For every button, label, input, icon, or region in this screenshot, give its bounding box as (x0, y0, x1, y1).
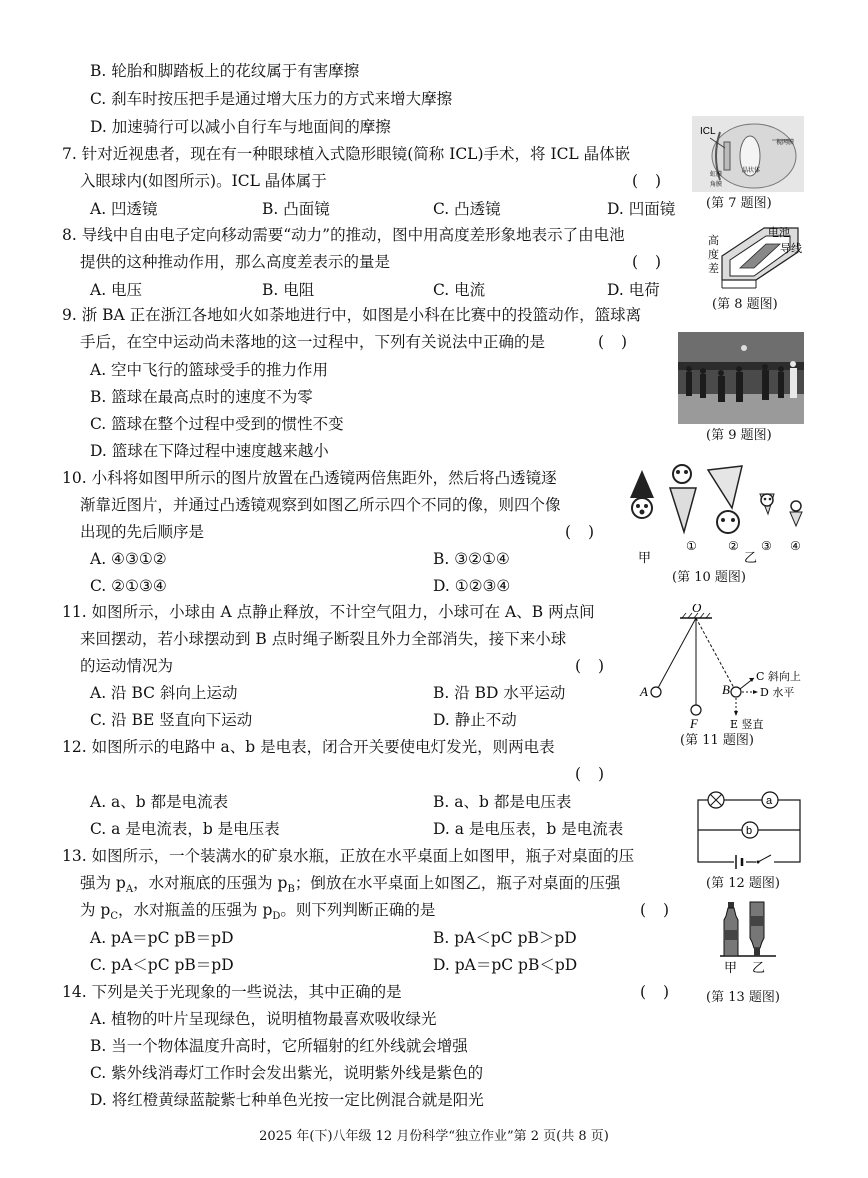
q10-stem-line1: 10. 小科将如图甲所示的图片放置在凸透镜两倍焦距外，然后将凸透镜逐 (62, 469, 557, 487)
q10-option-b: B. ③②①④ (433, 550, 510, 568)
q11-label-f: F (690, 716, 698, 731)
q9-option-d: D. 篮球在下降过程中速度越来越小 (90, 442, 329, 460)
q7-option-b: B. 凸面镜 (262, 200, 330, 218)
q7-label-retina: 视网膜 (776, 139, 795, 146)
q8-label-height-1: 高 (708, 234, 719, 247)
q12-option-d: D. a 是电压表，b 是电流表 (433, 820, 624, 838)
q12-option-a: A. a、b 都是电流表 (90, 793, 229, 811)
q11-label-a: A (640, 684, 648, 699)
q9-basketball-photo (678, 332, 804, 424)
q13-stem-line3: 为 $p_C$，水对瓶盖的压强为 $p_D$。则下列判断正确的是 (80, 901, 436, 923)
q12-circuit-figure (694, 788, 806, 870)
q11-option-c: C. 沿 BE 竖直向下运动 (90, 711, 253, 729)
q8-label-height-2: 度 (708, 248, 719, 261)
q7-option-d: D. 凹面镜 (607, 200, 676, 218)
q8-battery-slope-figure (704, 222, 808, 296)
q12-meter-b-label: b (746, 825, 753, 837)
q7-label-cornea: 角膜 (710, 181, 723, 188)
q13-figure-caption: (第 13 题图) (706, 990, 780, 1005)
q13-bottle-inverted (750, 902, 764, 956)
q11-label-c: C 斜向上 (756, 670, 801, 683)
q8-option-c: C. 电流 (433, 281, 486, 299)
q11-stem-line2: 来回摆动，若小球摆动到 B 点时绳子断裂且外力全部消失，接下来小球 (80, 630, 567, 648)
q14-stem-line1: 14. 下列是关于光现象的一些说法，其中正确的是 (62, 983, 402, 1001)
q8-figure-caption: (第 8 题图) (712, 297, 778, 312)
q11-option-b: B. 沿 BD 水平运动 (433, 684, 566, 702)
q12-answer-blank: ( ) (575, 765, 611, 783)
q12-stem-line1: 12. 如图所示的电路中 a、b 是电表，闭合开关要使电灯发光，则两电表 (62, 738, 555, 756)
q10-image-2 (708, 466, 742, 533)
q10-label-2: ② (728, 539, 739, 553)
q13-answer-blank: ( ) (640, 901, 676, 919)
q14-option-a: A. 植物的叶片呈现绿色，说明植物最喜欢吸收绿光 (90, 1010, 437, 1028)
q10-image-3 (760, 494, 774, 514)
q9-option-a: A. 空中飞行的篮球受手的推力作用 (90, 361, 329, 379)
q12-figure-caption: (第 12 题图) (706, 876, 780, 891)
q13-option-b: B. pA＜pC pB＞pD (433, 929, 577, 947)
q13-label-yi: 乙 (752, 961, 766, 976)
q11-label-o: O (692, 604, 702, 615)
q7-answer-blank: ( ) (632, 172, 668, 190)
q10-answer-blank: ( ) (565, 523, 601, 541)
q10-stem-line3: 出现的先后顺序是 (80, 523, 205, 541)
q14-option-b: B. 当一个物体温度升高时，它所辐射的红外线就会增强 (90, 1037, 468, 1055)
q9-figure-caption: (第 9 题图) (706, 428, 772, 443)
q8-option-b: B. 电阻 (262, 281, 315, 299)
q11-label-d: D 水平 (760, 686, 795, 699)
q10-label-yi: 乙 (744, 551, 758, 566)
q10-label-3: ③ (761, 539, 772, 553)
q9-option-b: B. 篮球在最高点时的速度不为零 (90, 388, 313, 406)
q10-image-4 (790, 501, 802, 526)
q6-option-d: D. 加速骑行可以减小自行车与地面间的摩擦 (90, 118, 391, 136)
q10-clown-images-figure (624, 460, 808, 568)
page-footer: 2025 年(下)八年级 12 月份科学“独立作业”第 2 页(共 8 页) (259, 1129, 609, 1144)
q10-option-d: D. ①②③④ (433, 577, 511, 595)
q7-label-lens: 晶状体 (742, 167, 761, 174)
q8-option-a: A. 电压 (90, 281, 143, 299)
q11-option-a: A. 沿 BC 斜向上运动 (90, 684, 238, 702)
q11-figure-caption: (第 11 题图) (680, 733, 754, 748)
q10-label-1: ① (686, 539, 697, 553)
q8-label-battery: 电池 (768, 226, 790, 239)
q11-stem-line1: 11. 如图所示，小球由 A 点静止释放，不计空气阻力，小球可在 A、B 两点间 (62, 603, 595, 621)
q10-option-c: C. ②①③④ (90, 577, 167, 595)
q13-bottle-upright (724, 902, 738, 956)
q11-answer-blank: ( ) (575, 657, 611, 675)
q9-stem-line1: 9. 浙 BA 正在浙江各地如火如荼地进行中，如图是小科在比赛中的投篮动作，篮球离 (62, 306, 642, 324)
q8-label-height-3: 差 (708, 262, 719, 275)
q7-stem-line2: 入眼球内(如图所示)。ICL 晶体属于 (80, 172, 327, 190)
q9-stem-line2: 手后，在空中运动尚未落地的这一过程中，下列有关说法中正确的是 (80, 333, 546, 351)
q8-label-wire: 导线 (780, 242, 802, 255)
q8-answer-blank: ( ) (632, 253, 668, 271)
q14-option-c: C. 紫外线消毒灯工作时会发出紫光，说明紫外线是紫色的 (90, 1064, 484, 1082)
q11-stem-line3: 的运动情况为 (80, 657, 174, 675)
q11-option-d: D. 静止不动 (433, 711, 517, 729)
q7-eye-figure (692, 116, 804, 192)
q10-label-jia: 甲 (638, 551, 652, 566)
q8-stem-line2: 提供的这种推动作用，那么高度差表示的量是 (80, 253, 391, 271)
q10-stem-line2: 渐靠近图片，并通过凸透镜观察到如图乙所示四个不同的像，则四个像 (80, 496, 561, 514)
q13-stem-line1: 13. 如图所示，一个装满水的矿泉水瓶，正放在水平桌面上如图甲，瓶子对桌面的压 (62, 847, 635, 865)
q14-answer-blank: ( ) (640, 983, 676, 1001)
q12-option-b: B. a、b 都是电压表 (433, 793, 572, 811)
q11-label-e: E 竖直 (730, 718, 764, 731)
q14-option-d: D. 将红橙黄绿蓝靛紫七种单色光按一定比例混合就是阳光 (90, 1091, 484, 1109)
q12-meter-a-label: a (766, 795, 773, 807)
q8-stem-line1: 8. 导线中自由电子定向移动需要“动力”的推动，图中用高度差形象地表示了由电池 (62, 226, 625, 244)
q13-option-d: D. pA＝pC pB＜pD (433, 956, 578, 974)
q9-option-c: C. 篮球在整个过程中受到的惯性不变 (90, 415, 344, 433)
q7-stem-line1: 7. 针对近视患者，现在有一种眼球植入式隐形眼镜(简称 ICL)手术，将 ICL 晶体嵌 (62, 145, 631, 163)
q11-label-b: B (722, 682, 730, 697)
q6-option-b: B. 轮胎和脚踏板上的花纹属于有害摩擦 (90, 62, 360, 80)
q10-original-clown (630, 470, 654, 518)
q13-bottles-figure (718, 900, 778, 976)
q10-label-4: ④ (790, 539, 801, 553)
q9-answer-blank: ( ) (598, 333, 634, 351)
q7-option-a: A. 凹透镜 (90, 200, 158, 218)
q13-option-c: C. pA＜pC pB＝pD (90, 956, 234, 974)
q13-label-jia: 甲 (724, 961, 738, 976)
q12-option-c: C. a 是电流表，b 是电压表 (90, 820, 280, 838)
q6-option-c: C. 刹车时按压把手是通过增大压力的方式来增大摩擦 (90, 90, 453, 108)
q10-figure-caption: (第 10 题图) (672, 570, 746, 585)
q7-option-c: C. 凸透镜 (433, 200, 501, 218)
q13-option-a: A. pA＝pC pB＝pD (90, 929, 234, 947)
q7-figure-caption: (第 7 题图) (706, 196, 772, 211)
q7-label-icl: ICL (700, 126, 716, 137)
q13-stem-line2: 强为 $p_A$，水对瓶底的压强为 $p_B$；倒放在水平桌面上如图乙，瓶子对桌面的压强 (80, 874, 621, 896)
q11-pendulum-figure (636, 604, 808, 732)
q8-option-d: D. 电荷 (607, 281, 660, 299)
q7-label-iris: 虹膜 (710, 171, 723, 178)
q10-option-a: A. ④③①② (90, 550, 167, 568)
q10-image-1 (670, 465, 696, 532)
